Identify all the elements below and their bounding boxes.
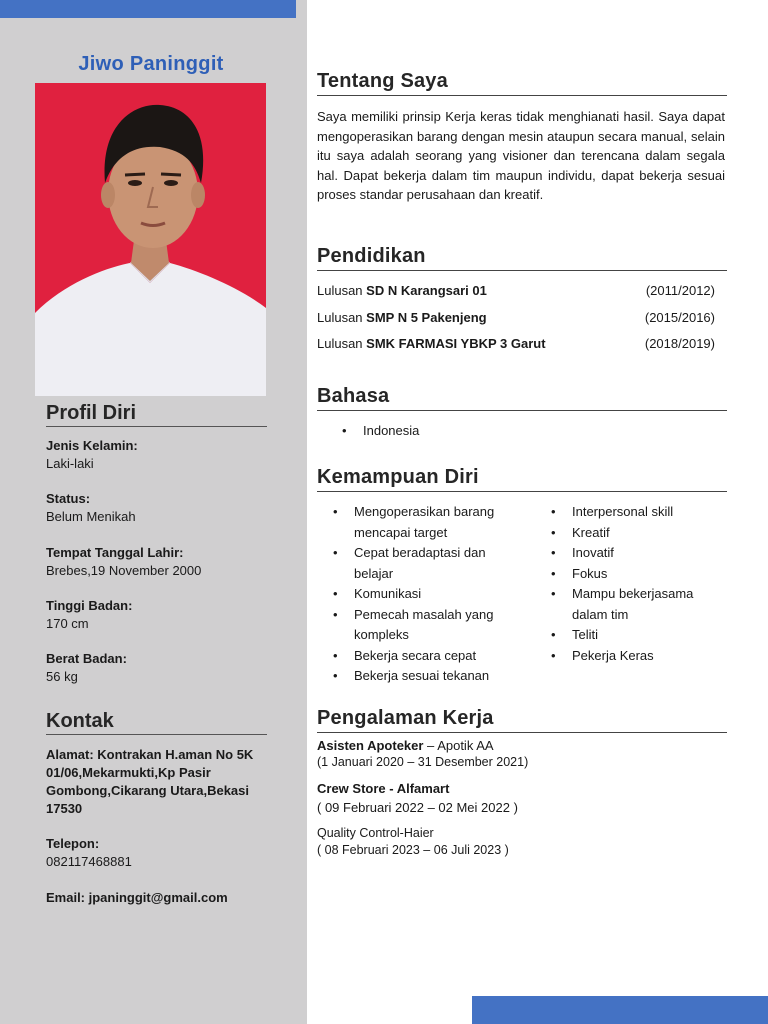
job-title: Crew Store - Alfamart (317, 781, 450, 796)
education-prefix: Lulusan (317, 336, 363, 351)
education-prefix: Lulusan (317, 283, 363, 298)
bullet-icon: • (551, 545, 556, 560)
weight-label: Berat Badan: (46, 651, 127, 666)
education-years: (2011/2012) (645, 283, 715, 298)
list-item: • Mampu bekerjasama dalam tim (551, 586, 694, 622)
candidate-name: Jiwo Paninggit (78, 53, 224, 75)
bullet-icon: • (551, 627, 556, 642)
education-row (317, 336, 715, 351)
language-list (342, 421, 420, 442)
bullet-icon: • (333, 647, 338, 663)
skills-list-right (551, 502, 722, 666)
experience-title: Asisten Apoteker – Apotik AA (317, 738, 494, 753)
status-value: Belum Menikah (46, 509, 136, 524)
contact-heading: Kontak (46, 710, 267, 735)
about-heading: Tentang Saya (317, 70, 727, 96)
bullet-icon: • (551, 565, 556, 581)
education-school: SMP N 5 Pakenjeng (366, 310, 487, 325)
height-label: Tinggi Badan: (46, 598, 133, 613)
list-item: • Inovatif (572, 543, 722, 564)
list-item: • Mengoperasikan barang mencapai target (333, 504, 495, 540)
list-item: • Pekerja Keras (572, 646, 722, 667)
bullet-icon: • (551, 504, 556, 519)
job-title: Quality Control-Haier (317, 826, 434, 840)
list-item: • Indonesia (363, 421, 419, 442)
about-text: Saya memiliki prinsip Kerja keras tidak menghianati hasil. Saya dapat mengoperasikan barang dengan mesin ataupun secara manual, selain itu saya adalah seorang yang visioner dan terencana dalam segala hal. Dapat bekerja dalam tim maupun individu, dapat bekerja sesuai proses standar perusahaan dan kreatif. (317, 109, 725, 202)
job-company: Apotik AA (437, 738, 494, 753)
status-label: Status: (46, 491, 91, 506)
experience-period: ( 08 Februari 2023 – 06 Juli 2023 ) (317, 843, 509, 857)
job-title: Asisten Apoteker (317, 738, 424, 753)
bullet-icon: • (342, 423, 347, 438)
birth-value: Brebes,19 November 2000 (46, 563, 202, 578)
skills-heading: Kemampuan Diri (317, 466, 727, 492)
education-row (317, 283, 715, 298)
list-item: • Fokus (572, 564, 722, 585)
email[interactable]: Email: jpaninggit@gmail.com (46, 890, 228, 905)
experience-period: (1 Januari 2020 – 31 Desember 2021) (317, 755, 529, 769)
list-item: • Interpersonal skill (572, 502, 722, 523)
gender-label: Jenis Kelamin: (46, 438, 138, 453)
education-years: (2015/2016) (644, 310, 715, 325)
profile-photo (35, 83, 266, 396)
bullet-icon: • (333, 586, 338, 601)
bullet-icon: • (551, 586, 556, 601)
address: Alamat: Kontrakan H.aman No 5K 01/06,Mekarmukti,Kp Pasir Gombong,Cikarang Utara,Bekasi 17530 (46, 747, 254, 816)
list-item: • Teliti (572, 625, 722, 646)
bottom-accent-bar (472, 996, 768, 1024)
list-item: • Kreatif (572, 523, 722, 544)
bullet-icon: • (333, 545, 338, 560)
education-school: SMK FARMASI YBKP 3 Garut (366, 336, 546, 351)
phone-label: Telepon: (46, 836, 100, 851)
list-item: • Komunikasi (354, 584, 539, 605)
profile-heading: Profil Diri (46, 402, 267, 427)
list-item: • Cepat beradaptasi dan belajar (333, 545, 486, 581)
bullet-icon: • (333, 504, 338, 519)
phone-value: 082117468881 (46, 854, 132, 869)
bullet-icon: • (333, 606, 338, 622)
language-heading: Bahasa (317, 385, 727, 411)
top-accent-bar (0, 0, 296, 18)
height-value: 170 cm (46, 616, 89, 631)
education-row (317, 310, 715, 325)
weight-value: 56 kg (46, 669, 78, 684)
bullet-icon: • (333, 668, 338, 683)
education-prefix: Lulusan (317, 310, 363, 325)
education-years: (2018/2019) (644, 336, 715, 351)
education-school: SD N Karangsari 01 (366, 283, 487, 298)
skills-list-left (333, 502, 539, 687)
education-heading: Pendidikan (317, 245, 727, 271)
list-item: • Bekerja secara cepat (354, 646, 539, 667)
experience-period: ( 09 Februari 2022 – 02 Mei 2022 ) (317, 800, 518, 815)
bullet-icon: • (551, 647, 556, 663)
birth-label: Tempat Tanggal Lahir: (46, 545, 184, 560)
list-item: • Bekerja sesuai tekanan (354, 666, 539, 687)
gender-value: Laki-laki (46, 456, 94, 471)
list-item: • Pemecah masalah yang kompleks (333, 606, 494, 642)
experience-heading: Pengalaman Kerja (317, 707, 727, 733)
bullet-icon: • (551, 524, 556, 540)
